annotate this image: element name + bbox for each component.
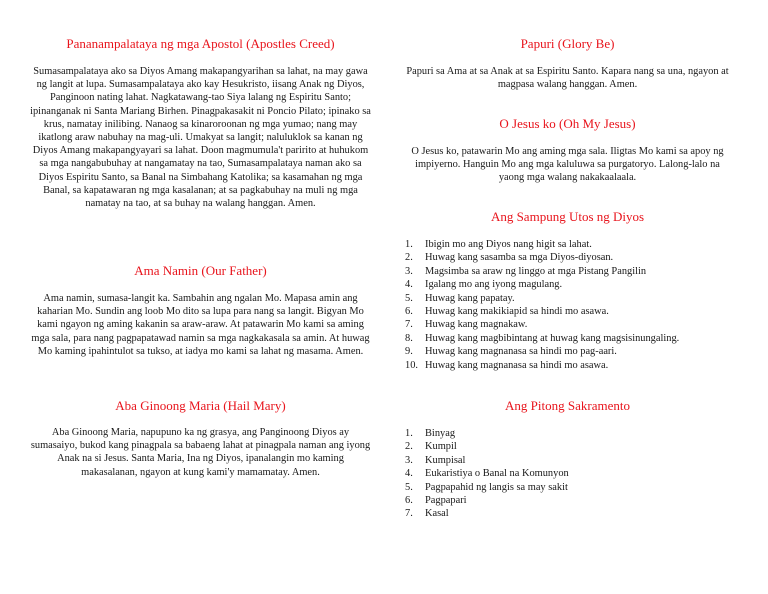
item-text: Pagpapari [425, 495, 467, 507]
our-father-title: Ama Namin (Our Father) [134, 263, 267, 278]
list-item [405, 481, 730, 494]
item-number: 6. [405, 495, 413, 507]
item-number: 10. [405, 359, 418, 371]
item-number: 7. [405, 319, 413, 331]
item-text: Huwag kang magbibintang at huwag kang magsisinungaling. [425, 332, 680, 344]
item-text: Eukaristiya o Banal na Komunyon [425, 468, 569, 480]
item-text: Pagpapahid ng langis sa may sakit [425, 481, 568, 493]
our-father-text: Ama namin, sumasa-langit ka. Sambahin ang ngalan Mo. Mapasa amin ang kaharian Mo. Sundin ang loob Mo dito sa lupa para nang sa langit. Bigyan Mo kami ngayon ng aming kakanin sa araw-araw. At patawarin Mo kami sa aming mga sala, para nang pagpapatawad namin sa mga nagkakasala sa amin. At huwag Mo kaming ipahintulot sa tukso, at iadya mo kami sa lahat ng masama. Amen. [31, 293, 370, 357]
glory-be-title: Papuri (Glory Be) [520, 36, 615, 51]
item-number: 6. [405, 306, 413, 318]
hail-mary-text: Aba Ginoong Maria, napupuno ka ng grasya, ang Panginoong Diyos ay sumasaiyo, bukod kang pinagpala sa babaeng lahat at pinagpala naman ang iyong Anak na si Jesus. Santa Maria, Ina ng Diyos, ipanalangin mo kaming makasalanan, ngayon at kung kami'y mamamatay. Amen. [30, 427, 371, 478]
our-father-section [28, 263, 373, 358]
item-number: 9. [405, 346, 413, 358]
list-item [405, 440, 730, 453]
list-item [405, 507, 730, 520]
item-number: 4. [405, 468, 413, 480]
glory-be-section [405, 36, 730, 91]
item-text: Huwag kang magnanasa sa hindi mo asawa. [425, 359, 609, 371]
hail-mary-title: Aba Ginoong Maria (Hail Mary) [115, 398, 286, 413]
item-number: 1. [405, 428, 413, 439]
item-text: Huwag kang magnakaw. [425, 319, 528, 331]
apostles-creed-text: Sumasampalataya ako sa Diyos Amang makapangyarihan sa lahat, na may gawa ng langit at lupa. Sumasampalataya ako kay Hesukristo, iisang Anak ng Diyos, Panginoon nating lahat. Nagkatawang-tao Siya lalang ng Espiritu Santo; ipinanganak ni Santa Mariang Birhen. Pinagpakasakit ni Poncio Pilato; ipinako sa krus, namatay inilibing. Nanaog sa kinaroroonan ng mga yumao; nang may ikatlong araw nabuhay na mag-uli. Umakyat sa langit; naluluklok sa kanan ng Diyos Amang makapangyayari sa lahat. Doon magmumula't paririto at huhukom sa mga nangabubuhay at nangamatay na tao, Sumasampalataya naman ako sa Diyos Espiritu Santo, sa Banal na Simbahang Katolika; sa kasamahan ng mga Banal, sa kapatawaran ng mga kasalanan; at sa pagkabuhay na muli ng mga namatay na tao, at sa buhay na walang hanggan. Amen. [30, 66, 371, 210]
commandments-list [405, 238, 730, 372]
item-number: 8. [405, 332, 413, 344]
list-item [405, 305, 730, 318]
commandments-title: Ang Sampung Utos ng Diyos [490, 209, 645, 224]
sacraments-list [405, 427, 730, 521]
item-text: Huwag kang makikiapid sa hindi mo asawa. [425, 306, 609, 318]
sacraments-section [405, 398, 730, 521]
hail-mary-section [28, 398, 373, 479]
item-text: Kumpil [425, 441, 457, 453]
item-text: Huwag kang papatay. [425, 292, 515, 304]
item-text: Igalang mo ang iyong magulang. [425, 279, 563, 291]
item-number: 5. [405, 292, 413, 304]
list-item [405, 238, 730, 251]
list-item [405, 359, 730, 372]
oh-my-jesus-title: O Jesus ko (Oh My Jesus) [499, 116, 636, 131]
item-number: 2. [405, 441, 413, 453]
item-text: Binyag [425, 428, 456, 439]
item-number: 4. [405, 279, 413, 291]
item-text: Kumpisal [425, 454, 466, 466]
apostles-creed-title: Pananampalataya ng mga Apostol (Apostles Creed) [66, 36, 335, 51]
item-text: Huwag kang magnanasa sa hindi mo pag-aari. [425, 346, 617, 358]
list-item [405, 332, 730, 345]
item-text: Ibigin mo ang Diyos nang higit sa lahat. [425, 239, 592, 250]
list-item [405, 251, 730, 264]
commandments-section [405, 209, 730, 372]
sacraments-title: Ang Pitong Sakramento [505, 398, 630, 413]
list-item [405, 454, 730, 467]
item-number: 3. [405, 265, 413, 277]
item-number: 5. [405, 481, 413, 493]
apostles-creed-section [28, 36, 373, 210]
item-text: Huwag kang sasamba sa mga Diyos-diyosan. [425, 252, 614, 264]
oh-my-jesus-section [405, 116, 730, 185]
item-text: Magsimba sa araw ng linggo at mga Pistang Pangilin [425, 265, 647, 277]
list-item [405, 278, 730, 291]
item-number: 1. [405, 239, 413, 250]
list-item [405, 467, 730, 480]
list-item [405, 345, 730, 358]
item-number: 7. [405, 508, 413, 520]
list-item [405, 318, 730, 331]
item-number: 3. [405, 454, 413, 466]
list-item [405, 292, 730, 305]
oh-my-jesus-text: O Jesus ko, patawarin Mo ang aming mga sala. Iligtas Mo kami sa apoy ng impiyerno. Hanguin Mo ang mga kaluluwa sa purgatoryo. Lalong-lalo na yaong mga walang nakakaalaala. [411, 146, 724, 184]
item-text: Kasal [425, 508, 449, 520]
glory-be-text: Papuri sa Ama at sa Anak at sa Espiritu Santo. Kapara nang sa una, ngayon at magpasa walang hanggan. Amen. [406, 66, 729, 91]
list-item [405, 427, 730, 440]
item-number: 2. [405, 252, 413, 264]
list-item [405, 265, 730, 278]
list-item [405, 494, 730, 507]
